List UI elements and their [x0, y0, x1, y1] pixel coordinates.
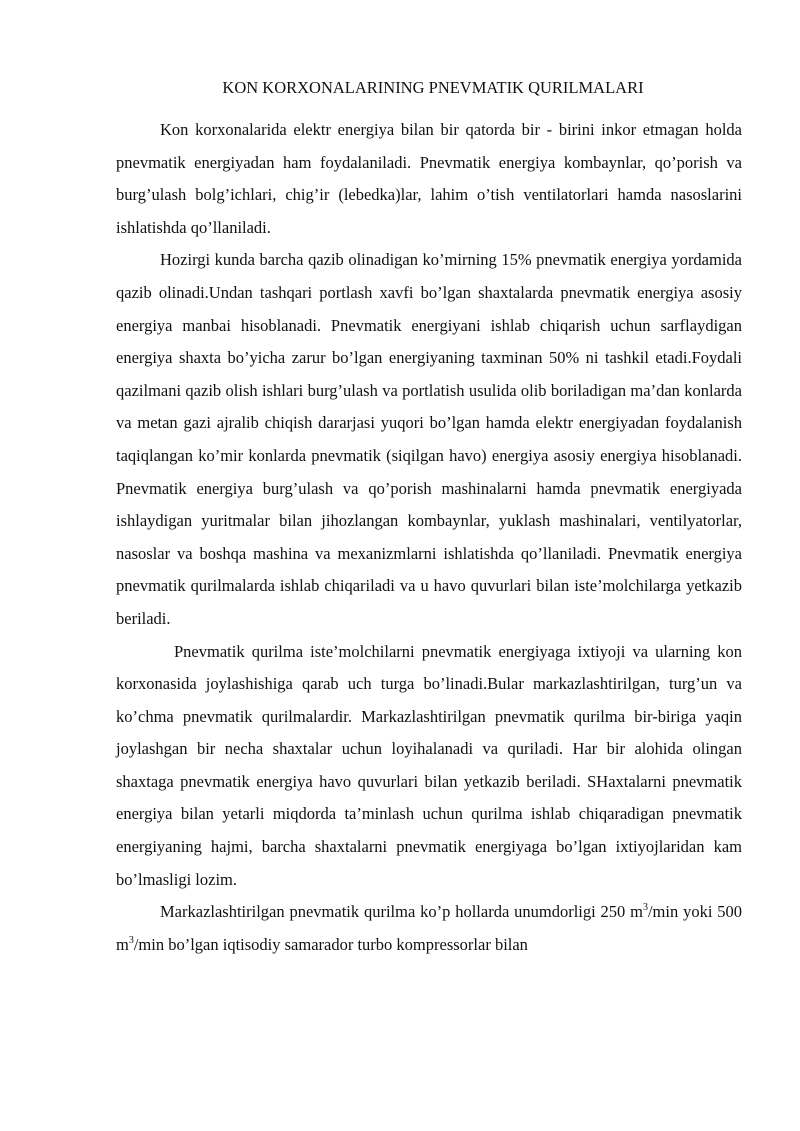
paragraph-4: [116, 896, 742, 961]
paragraph-3: Pnevmatik qurilma iste’molchilarni pnevmatik energiyaga ixtiyoji va ularning kon korxonasida joylashishiga qarab uch turga bo’linadi.Bular markazlashtirilgan, turg’un va ko’chma pnevmatik qurilmalardir. Markazlashtirilgan pnevmatik qurilma bir-biriga yaqin joylashgan bir necha shaxtalar uchun loyihalanadi va quriladi. Har bir alohida olingan shaxtaga pnevmatik energiya havo quvurlari bilan yetkazib beriladi. SHaxtalarni pnevmatik energiya bilan yetarli miqdorda ta’minlash uchun qurilma ishlab chiqaradigan pnevmatik energiyaning hajmi, barcha shaxtalarni pnevmatik energiyaga bo’lgan ixtiyojlaridan kam bo’lmasligi lozim.: [116, 641, 742, 889]
document-page: [116, 74, 742, 961]
superscript-cubed-2: 3: [128, 934, 134, 946]
paragraph-2: Hozirgi kunda barcha qazib olinadigan ko’mirning 15% pnevmatik energiya yordamida qazib olinadi.Undan tashqari portlash xavfi bo’lgan shaxtalarda pnevmatik energiya asosiy energiya manbai hisoblanadi. Pnevmatik energiyani ishlab chiqarish uchun sarflaydigan energiya shaxta bo’yicha zarur bo’lgan energiyaning taxminan 50% ni tashkil etadi.Foydali qazilmani qazib olish ishlari burg’ulash va portlatish usulida olib boriladigan ma’dan konlarda va metan gazi ajralib chiqish dararjasi yuqori bo’lgan hamda elektr energiyadan foydalanish taqiqlangan ko’mir konlarda pnevmatik (siqilgan havo) energiya asosiy energiya hisoblanadi. Pnevmatik energiya burg’ulash va qo’porish mashinalarni hamda pnevmatik energiyada ishlaydigan yuritmalar bilan jihozlangan kombaynlar, yuklash mashinalari, ventilyatorlar, nasoslar va boshqa mashina va mexanizmlarni ishlatishda qo’llaniladi. Pnevmatik energiya pnevmatik qurilmalarda ishlab chiqariladi va u havo quvurlari bilan iste’molchilarga yetkazib beriladi.: [116, 250, 742, 628]
paragraph-4-text-1: Markazlashtirilgan pnevmatik qurilma ko’p hollarda unumdorligi 250 m: [160, 902, 643, 922]
paragraph-1: Kon korxonalarida elektr energiya bilan bir qatorda bir - birini inkor etmagan holda pnevmatik energiyadan ham foydalaniladi. Pnevmatik energiya kombaynlar, qo’porish va burg’ulash bolg’ichlari, chig’ir (lebedka)lar, lahim o’tish ventilatorlari hamda nasoslarini ishlatishda qo’llaniladi.: [116, 120, 742, 237]
superscript-cubed-1: 3: [642, 902, 648, 914]
paragraph-4-text-2: /min yoki 500 m: [116, 902, 742, 954]
paragraph-4-text-3: /min bo’lgan iqtisodiy samarador turbo kompressorlar bilan: [133, 934, 528, 954]
document-title: KON KORXONALARINING PNEVMATIK QURILMALARI: [222, 78, 644, 97]
